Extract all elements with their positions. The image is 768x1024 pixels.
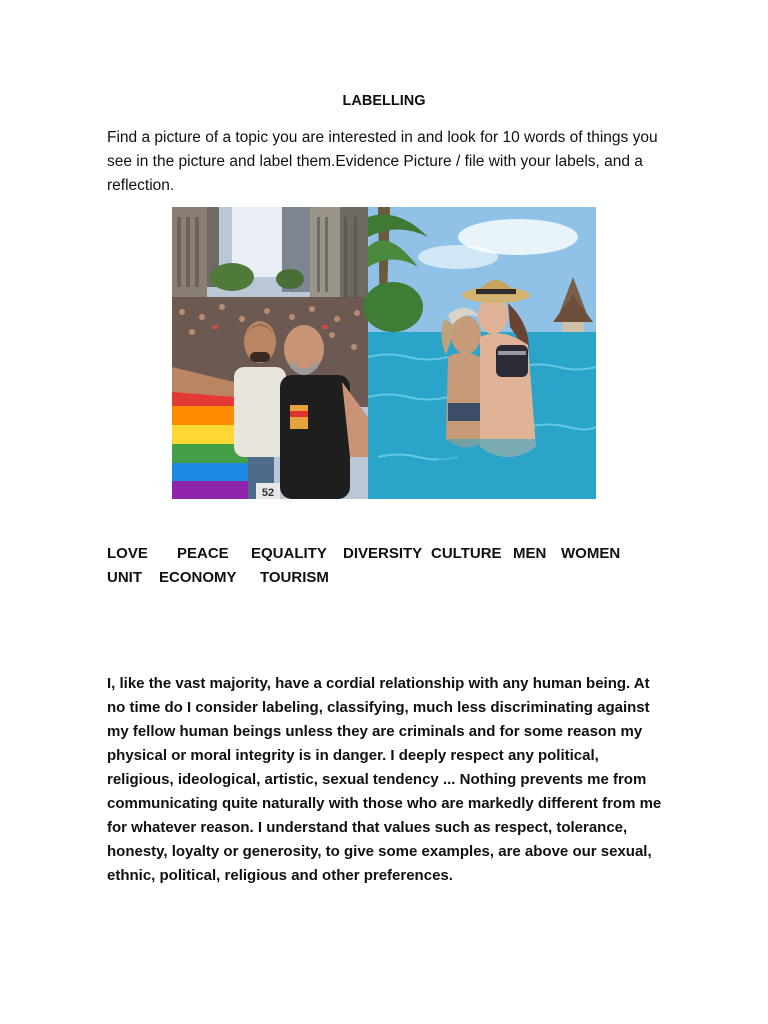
label-word: EQUALITY	[251, 545, 327, 562]
reflection-text: I, like the vast majority, have a cordial relationship with any human being. At no time do I consider labeling, classifying, much less discriminating against my fellow human beings unless they are criminals and for some reason my physical or moral integrity is in danger. I deeply respect any political, religious, ideological, artistic, sexual tendency ... Nothing prevents me from communicating quite naturally with those who are markedly different from me for whatever reason. I understand that values such as respect, tolerance, honesty, loyalty or generosity, to give some examples, are above our sexual, ethnic, political, religious and other preferences.	[107, 675, 662, 884]
label-word: CULTURE	[431, 545, 502, 562]
label-word: UNIT	[107, 569, 142, 586]
label-word: LOVE	[107, 545, 148, 562]
label-word: WOMEN	[561, 545, 621, 562]
label-word: TOURISM	[260, 569, 329, 586]
label-word: ECONOMY	[159, 569, 237, 586]
page-title: LABELLING	[342, 93, 426, 109]
left-photo-city-parade	[172, 207, 368, 499]
instructions-text: Find a picture of a topic you are interested in and look for 10 words of things you see in the picture and label them.Evidence Picture / file with your labels, and a reflection.	[107, 129, 658, 194]
sign-number: 52	[261, 487, 275, 499]
label-word: PEACE	[177, 545, 229, 562]
label-word: MEN	[513, 545, 547, 562]
evidence-photo	[172, 207, 596, 499]
labels-row-2	[107, 569, 329, 637]
right-photo-pool	[363, 207, 596, 499]
label-word: DIVERSITY	[343, 545, 423, 562]
